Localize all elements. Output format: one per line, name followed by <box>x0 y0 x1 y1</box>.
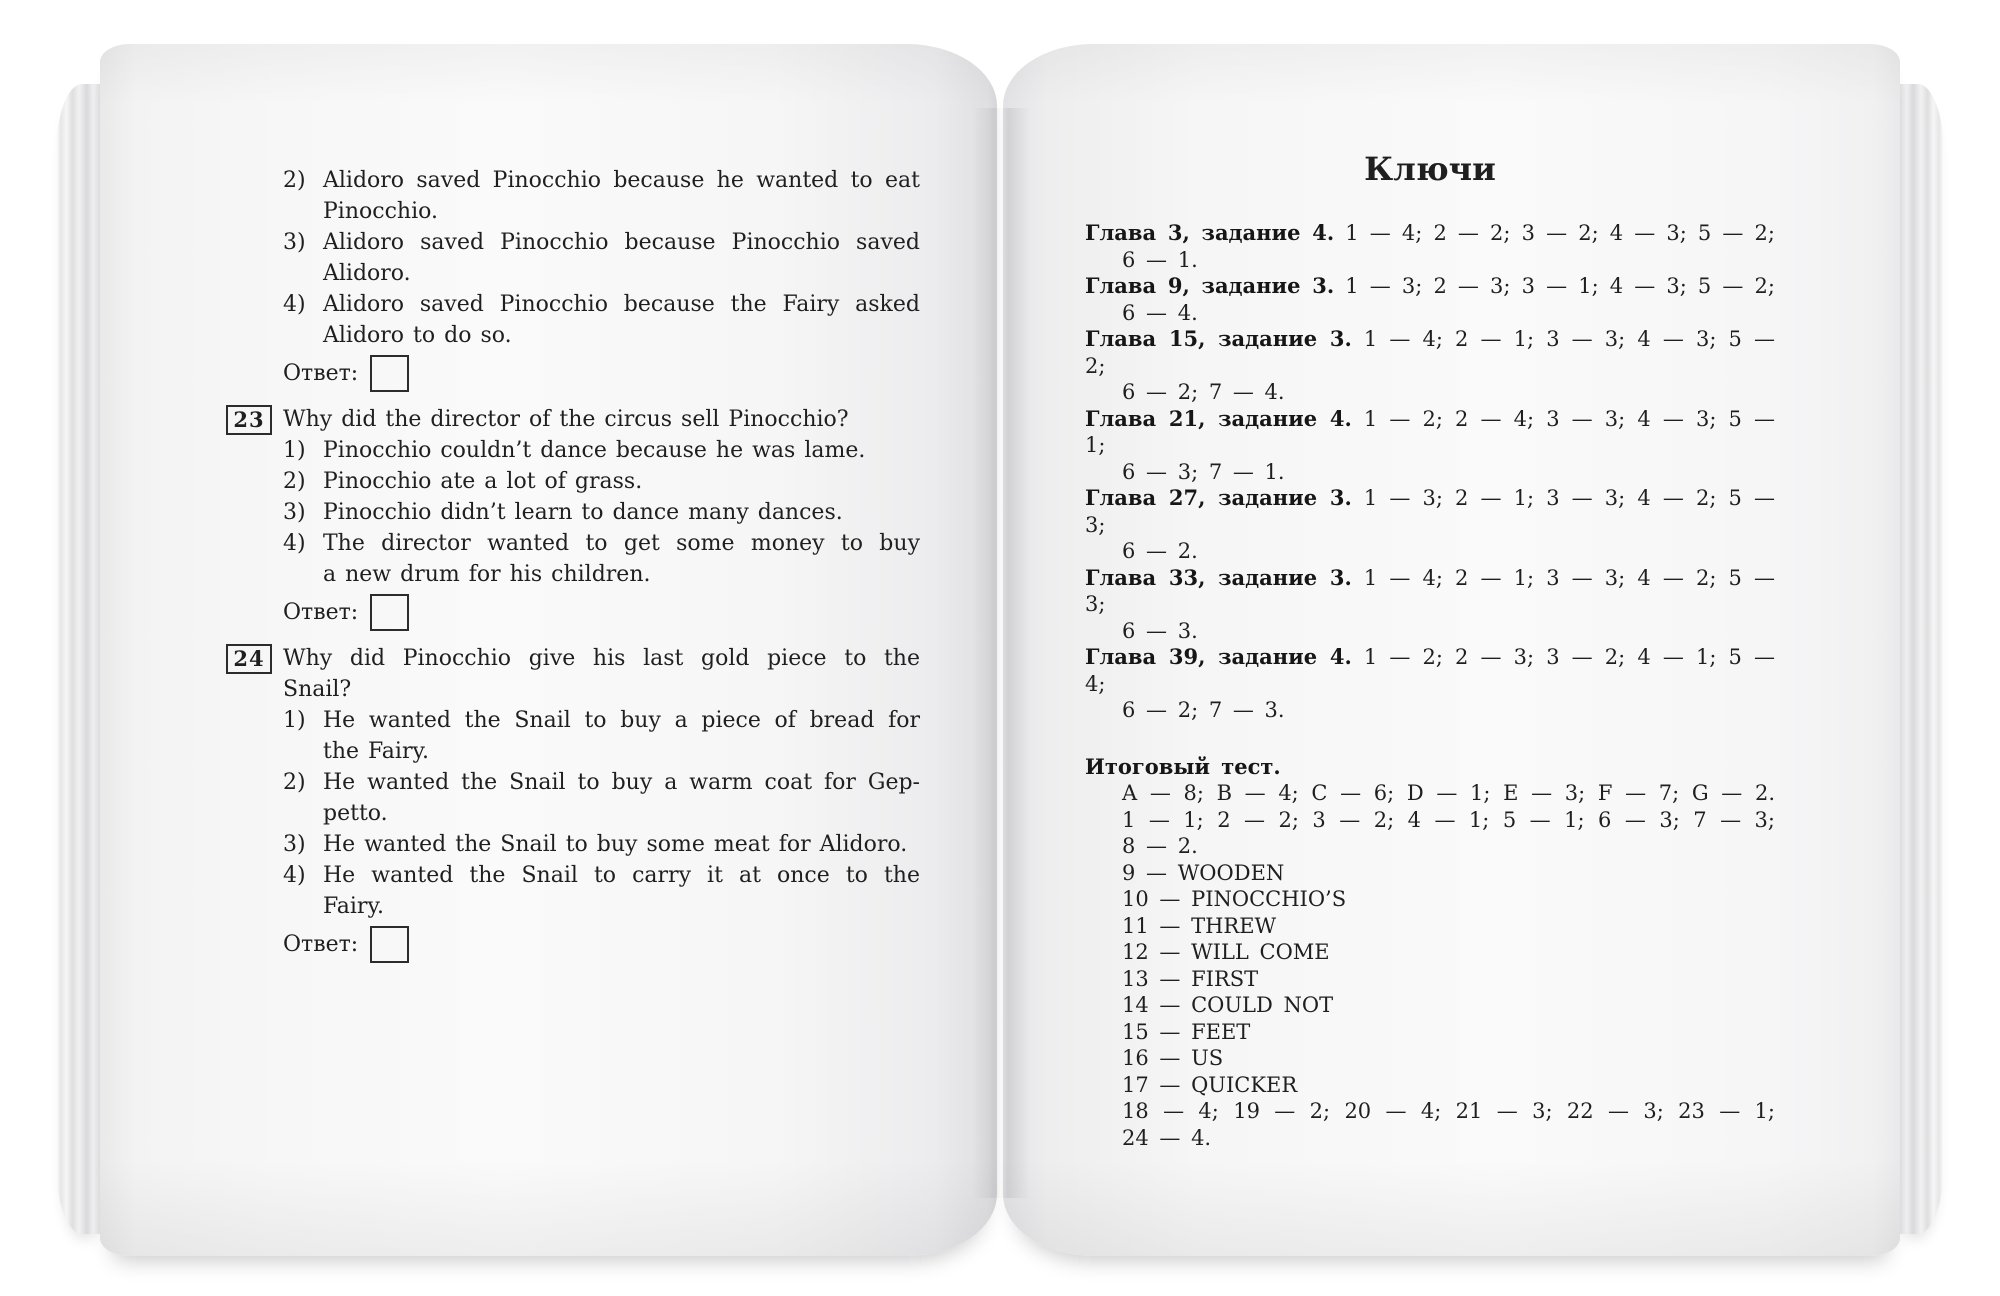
question-head <box>233 643 920 705</box>
chapter-label: Глава 9, задание 3. <box>1085 273 1335 298</box>
list-item <box>283 165 920 227</box>
question-line: Why did Pinocchio give his last gold piece to the <box>283 646 920 671</box>
key-entry <box>1085 644 1775 724</box>
chapter-label: Глава 21, задание 4. <box>1085 405 1352 431</box>
option-line: Pinocchio couldn’t dance because he was lame. <box>323 438 866 463</box>
key-line <box>1085 485 1775 538</box>
option-number: 2) <box>283 770 306 795</box>
key-answers: 1 — 2; 2 — 4; 3 — 3; 4 — 3; 5 — 1; <box>1085 406 1776 457</box>
question-line: Why did the director of the circus sell Pinocchio? <box>283 407 849 432</box>
list-item <box>283 528 920 590</box>
answer-box <box>370 594 409 631</box>
left-page <box>100 44 997 1256</box>
final-test-label: Итоговый тест. <box>1085 753 1281 779</box>
key-line <box>1085 273 1775 300</box>
option-line: He wanted the Snail to carry it at once to the <box>323 863 920 888</box>
right-page <box>1003 44 1900 1256</box>
answer-row <box>283 926 920 963</box>
key-answers: 1 — 4; 2 — 1; 3 — 3; 4 — 3; 5 — 2; <box>1085 327 1776 378</box>
option-line: Pinocchio didn’t learn to dance many dances. <box>323 500 843 525</box>
option-number: 4) <box>283 863 306 888</box>
key-entry <box>1085 326 1775 406</box>
list-item <box>283 466 920 497</box>
key-line: 6 — 1. <box>1122 247 1198 272</box>
option-line: He wanted the Snail to buy a warm coat for Gep- <box>323 770 920 795</box>
key-line: 8 — 2. <box>1122 834 1198 858</box>
key-line: 9 — WOODEN <box>1122 860 1285 885</box>
option-number: 3) <box>283 500 306 525</box>
option-line: Alidoro saved Pinocchio because Pinocchio saved <box>323 230 920 255</box>
key-line: 1 — 1; 2 — 2; 3 — 2; 4 — 1; 5 — 1; 6 — 3; 7 — 3; <box>1122 807 1775 832</box>
answer-label: Ответ: <box>283 361 359 386</box>
final-test-keys <box>1085 754 1775 1152</box>
key-line: 6 — 2; 7 — 4. <box>1122 380 1285 404</box>
key-answers: 1 — 2; 2 — 3; 3 — 2; 4 — 1; 5 — 4; <box>1085 645 1776 696</box>
list-item <box>283 227 920 289</box>
key-line: 6 — 4. <box>1122 300 1198 325</box>
option-number: 3) <box>283 832 306 857</box>
option-number: 3) <box>283 230 306 255</box>
answer-box <box>370 926 409 963</box>
key-line: 18 — 4; 19 — 2; 20 — 4; 21 — 3; 22 — 3; 23 — 1; <box>1122 1099 1775 1123</box>
key-line: 6 — 2. <box>1122 539 1198 563</box>
key-line: 24 — 4. <box>1122 1125 1212 1150</box>
key-entry <box>1085 565 1775 645</box>
option-line: Alidoro saved Pinocchio because he wanted to eat <box>323 168 920 193</box>
answer-box <box>370 355 409 392</box>
answer-label: Ответ: <box>283 932 359 957</box>
page-stack-edge-right <box>1896 84 1944 1234</box>
option-number: 4) <box>283 531 306 556</box>
option-line: He wanted the Snail to buy some meat for Alidoro. <box>323 832 908 857</box>
question-number-box: 24 <box>226 644 272 674</box>
list-item <box>283 289 920 351</box>
question-line: Snail? <box>283 677 352 702</box>
list-item <box>283 435 920 466</box>
key-line <box>1085 406 1775 459</box>
list-item <box>283 767 920 829</box>
option-number: 1) <box>283 438 306 463</box>
chapter-label: Глава 15, задание 3. <box>1085 326 1352 351</box>
key-answers: 1 — 3; 2 — 3; 3 — 1; 4 — 3; 5 — 2; <box>1345 274 1775 298</box>
key-answers: 1 — 3; 2 — 1; 3 — 3; 4 — 2; 5 — 3; <box>1085 486 1776 537</box>
key-line: 17 — QUICKER <box>1122 1072 1298 1097</box>
list-item <box>283 705 920 767</box>
answer-row <box>283 594 920 631</box>
option-line: a new drum for his children. <box>323 562 651 587</box>
key-line <box>1085 565 1775 618</box>
key-line: 13 — FIRST <box>1122 966 1259 991</box>
key-line: 16 — US <box>1122 1046 1224 1070</box>
key-entry <box>1085 220 1775 273</box>
left-page-content <box>233 165 920 975</box>
list-item <box>283 860 920 922</box>
option-line: He wanted the Snail to buy a piece of bread for <box>323 708 920 733</box>
option-number: 1) <box>283 708 306 733</box>
chapter-label: Глава 3, задание 4. <box>1085 220 1335 245</box>
question-number-box: 23 <box>226 405 272 435</box>
option-line: Alidoro saved Pinocchio because the Fairy asked <box>323 292 920 317</box>
key-line: 10 — PINOCCHIO’S <box>1122 887 1347 911</box>
option-line: Alidoro. <box>323 261 411 286</box>
key-line: 6 — 2; 7 — 3. <box>1122 698 1285 722</box>
chapter-label: Глава 33, задание 3. <box>1085 564 1352 590</box>
key-line: 14 — COULD NOT <box>1122 993 1334 1017</box>
key-line <box>1085 644 1775 697</box>
right-page-content <box>1085 150 1775 1151</box>
option-line: petto. <box>323 801 388 826</box>
option-line: the Fairy. <box>323 739 429 764</box>
key-line <box>1085 326 1775 379</box>
question-24 <box>233 643 920 963</box>
answer-label: Ответ: <box>283 600 359 625</box>
option-line: The director wanted to get some money to buy <box>323 531 920 556</box>
key-line: A — 8; B — 4; C — 6; D — 1; E — 3; F — 7; G — 2. <box>1122 781 1775 805</box>
key-line: 15 — FEET <box>1122 1019 1251 1044</box>
key-line: 6 — 3; 7 — 1. <box>1122 459 1285 484</box>
list-item <box>283 497 920 528</box>
key-line <box>1085 220 1775 247</box>
key-entry <box>1085 273 1775 326</box>
chapter-label: Глава 27, задание 3. <box>1085 485 1352 510</box>
key-entry <box>1085 406 1775 486</box>
option-line: Fairy. <box>323 894 384 919</box>
key-answers: 1 — 4; 2 — 1; 3 — 3; 4 — 2; 5 — 3; <box>1085 565 1776 616</box>
option-number: 4) <box>283 292 306 317</box>
question-23 <box>233 404 920 631</box>
list-item <box>283 829 920 860</box>
page-stack-edge-left <box>56 84 104 1234</box>
key-entry <box>1085 485 1775 565</box>
option-line: Alidoro to do so. <box>323 323 512 348</box>
key-line: 11 — THREW <box>1122 913 1277 938</box>
question-head <box>233 404 920 435</box>
key-answers: 1 — 4; 2 — 2; 3 — 2; 4 — 3; 5 — 2; <box>1345 221 1775 245</box>
chapter-label: Глава 39, задание 4. <box>1085 644 1352 669</box>
option-number: 2) <box>283 469 306 494</box>
page-title: Ключи <box>1364 150 1496 188</box>
option-line: Pinocchio. <box>323 199 438 224</box>
option-number: 2) <box>283 168 306 193</box>
answer-row <box>283 355 920 392</box>
key-line: 12 — WILL COME <box>1122 940 1330 964</box>
key-line: 6 — 3. <box>1122 618 1198 643</box>
option-line: Pinocchio ate a lot of grass. <box>323 469 643 494</box>
